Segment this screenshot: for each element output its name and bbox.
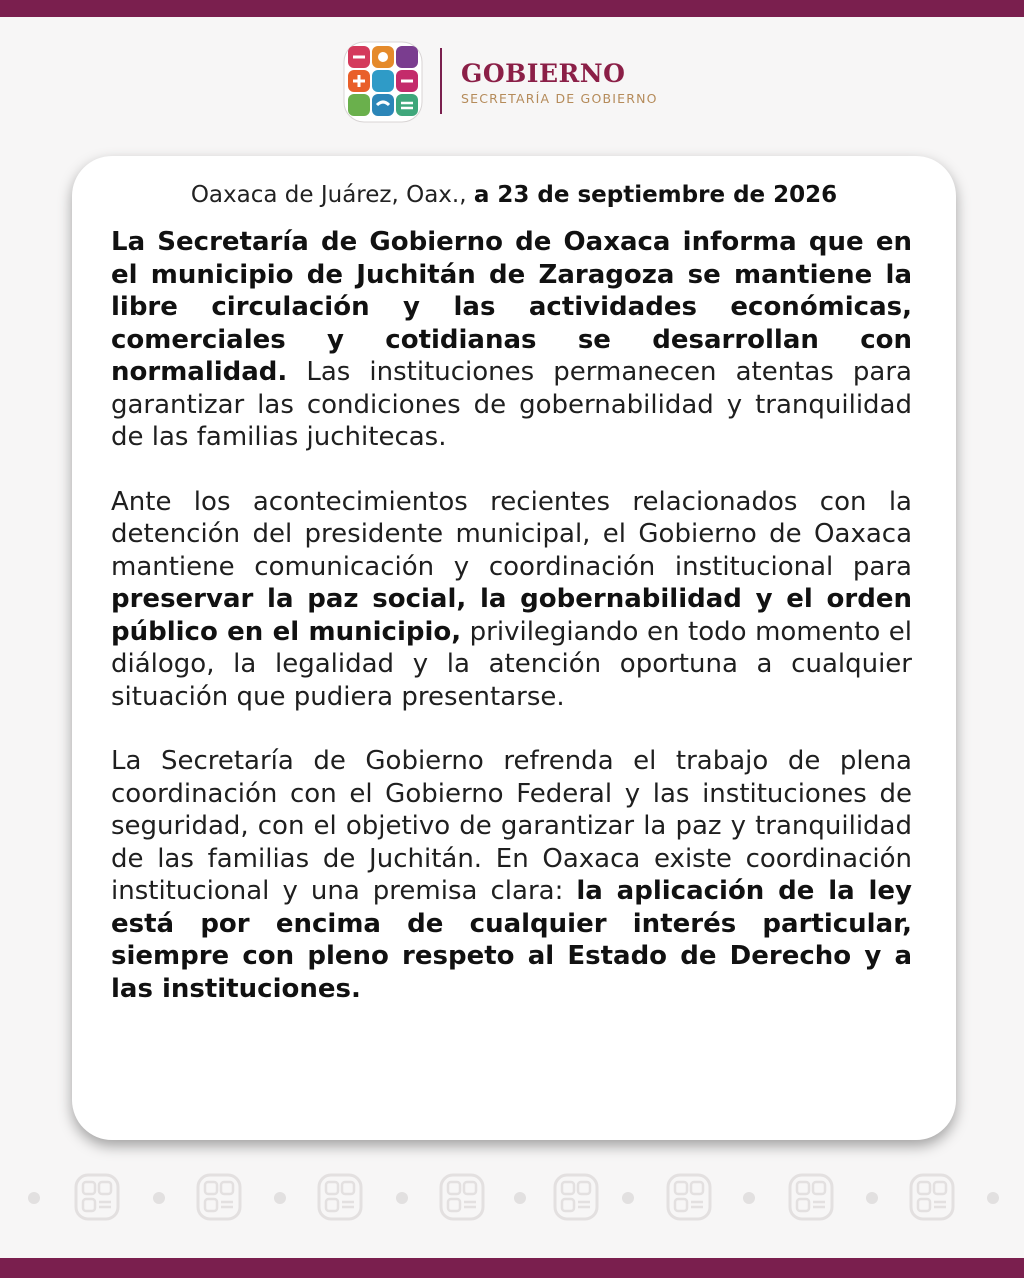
decorative-glyph-icon	[438, 1172, 486, 1222]
paragraph-2-start: Ante los acontecimientos recientes relacionados con la detención del presidente municipal, el Gobierno de Oaxaca mantiene comunicación y coordinación institucional para	[111, 486, 912, 582]
decorative-glyph-icon	[316, 1172, 364, 1222]
decorative-dot	[622, 1192, 634, 1204]
paragraph-2-end: privilegiando en todo momento el diálogo, la legalidad y la atención oportuna a cualquier situación que pudiera presentarse.	[111, 616, 912, 712]
decorative-dot	[396, 1192, 408, 1204]
dateline-date: a 23 de septiembre de 2026	[473, 182, 838, 208]
decorative-glyph-icon	[787, 1172, 835, 1222]
decorative-dot	[514, 1192, 526, 1204]
decorative-dot	[274, 1192, 286, 1204]
notice-body	[111, 226, 912, 1037]
decorative-glyph-icon	[908, 1172, 956, 1222]
decorative-dot	[28, 1192, 40, 1204]
oaxaca-glyph-logo-icon	[342, 40, 424, 124]
top-brand-band	[0, 0, 1024, 17]
bottom-brand-band	[0, 1258, 1024, 1278]
decorative-dot	[743, 1192, 755, 1204]
decorative-dot	[866, 1192, 878, 1204]
paragraph-1	[111, 226, 912, 454]
paragraph-3	[111, 745, 912, 1005]
header	[340, 38, 740, 128]
decorative-dot	[153, 1192, 165, 1204]
gobierno-title: GOBIERNO	[461, 59, 626, 88]
paragraph-1-bold: La Secretaría de Gobierno de Oaxaca informa que en el municipio de Juchitán de Zaragoza se mantiene la libre circulación y las actividades económicas, comerciales y cotidianas se desarrollan con normalidad.	[111, 227, 912, 387]
secretaria-subtitle: SECRETARÍA DE GOBIERNO	[461, 91, 658, 106]
decorative-glyph-icon	[195, 1172, 243, 1222]
paragraph-1-rest: Las instituciones permanecen atentas para garantizar las condiciones de gobernabilidad y tranquilidad de las familias juchitecas.	[111, 357, 912, 452]
decorative-pattern-row	[0, 1170, 1024, 1226]
decorative-glyph-icon	[665, 1172, 713, 1222]
paragraph-2-bold: preservar la paz social, la gobernabilidad y el orden público en el municipio,	[111, 584, 912, 647]
decorative-dot	[987, 1192, 999, 1204]
dateline	[72, 182, 956, 208]
paragraph-2	[111, 486, 912, 714]
decorative-glyph-icon	[73, 1172, 121, 1222]
header-divider	[440, 48, 442, 114]
notice-card	[72, 156, 956, 1140]
decorative-glyph-icon	[552, 1172, 600, 1222]
dateline-place: Oaxaca de Juárez, Oax.,	[190, 182, 467, 208]
paragraph-3-bold: la aplicación de la ley está por encima de cualquier interés particular, siempre con pleno respeto al Estado de Derecho y a las instituciones.	[111, 876, 913, 1004]
paragraph-3-start: La Secretaría de Gobierno refrenda el trabajo de plena coordinación con el Gobierno Federal y las instituciones de seguridad, con el objetivo de garantizar la paz y tranquilidad de las familias de Juchitán. En Oaxaca existe coordinación institucional y una premisa clara:	[111, 746, 912, 906]
